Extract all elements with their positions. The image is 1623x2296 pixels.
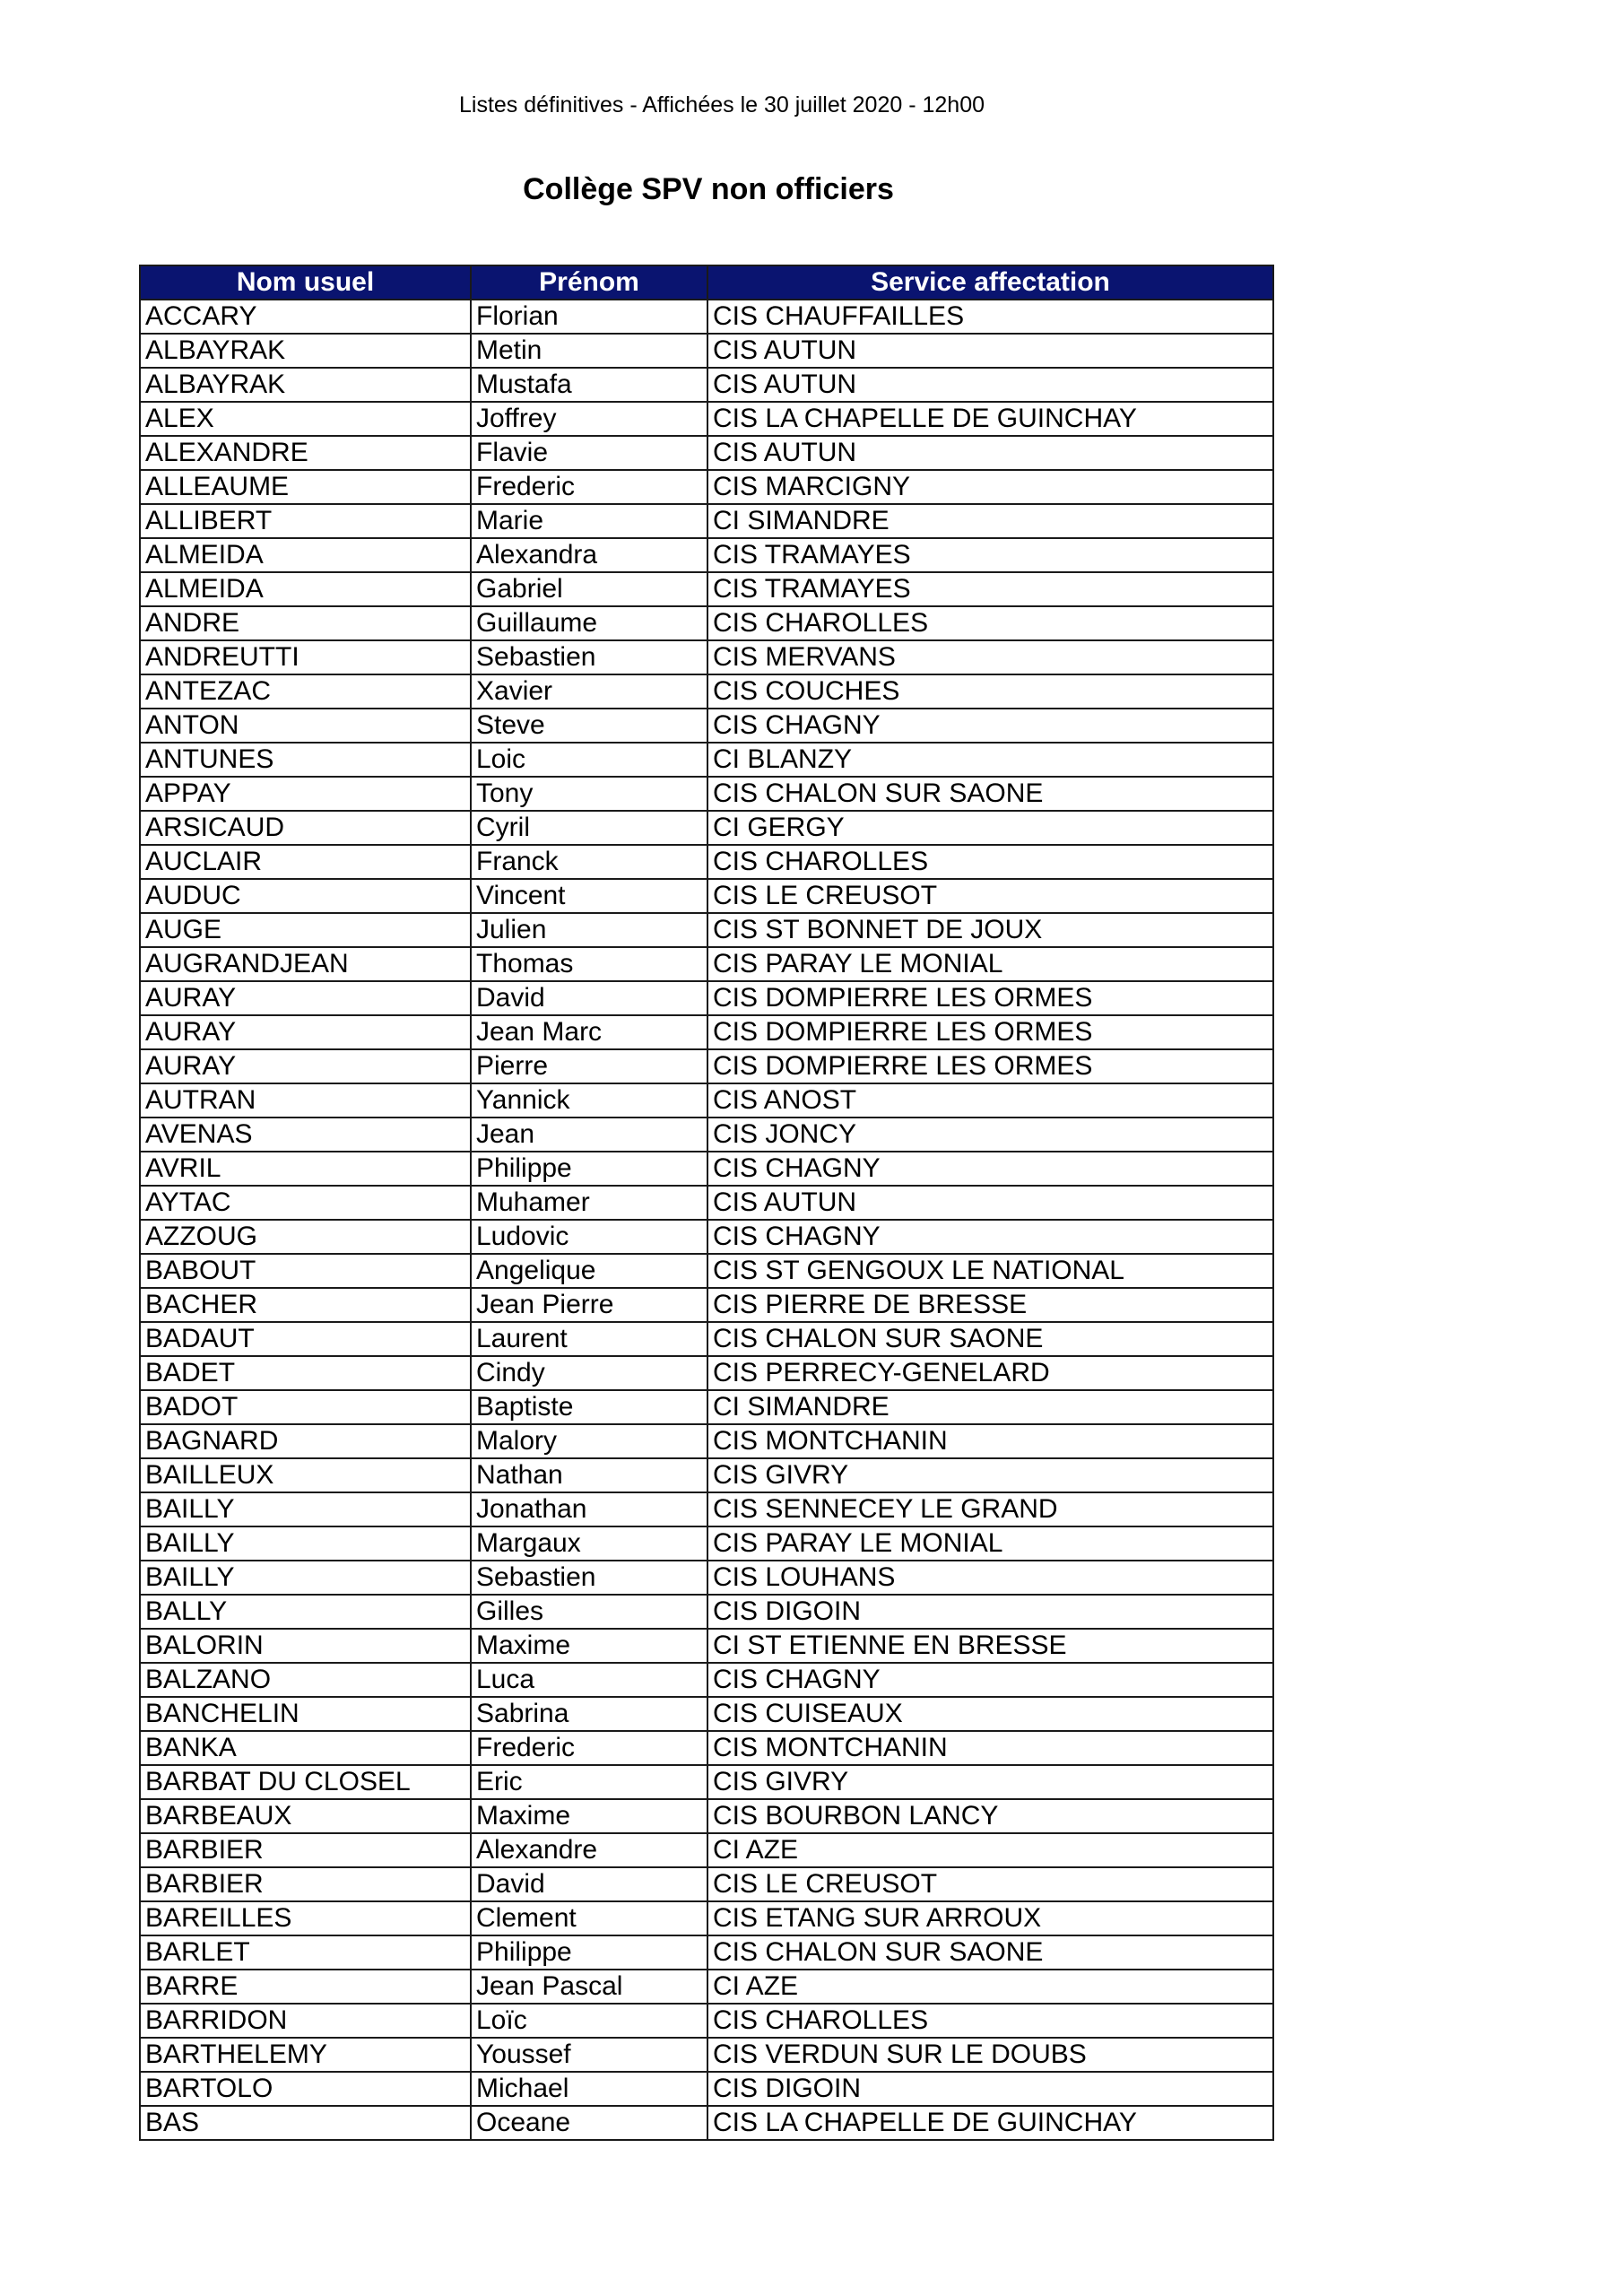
table-row [140, 1322, 1273, 1356]
cell-nom-usuel: ALBAYRAK [140, 334, 471, 368]
cell-service-affectation: CI AZE [707, 1833, 1273, 1867]
table-row [140, 2106, 1273, 2140]
table-row [140, 1935, 1273, 1970]
cell-prenom: Philippe [471, 1935, 707, 1970]
table-row [140, 1629, 1273, 1663]
table-row [140, 777, 1273, 811]
table-row [140, 845, 1273, 879]
cell-prenom: Cindy [471, 1356, 707, 1390]
cell-nom-usuel: AUCLAIR [140, 845, 471, 879]
cell-prenom: Marie [471, 504, 707, 538]
cell-nom-usuel: BAILLY [140, 1561, 471, 1595]
cell-nom-usuel: BANCHELIN [140, 1697, 471, 1731]
cell-prenom: Frederic [471, 1731, 707, 1765]
cell-nom-usuel: BARRE [140, 1970, 471, 2004]
cell-service-affectation: CIS CHAGNY [707, 1220, 1273, 1254]
cell-service-affectation: CIS GIVRY [707, 1458, 1273, 1492]
table-row [140, 674, 1273, 709]
cell-nom-usuel: BAREILLES [140, 1901, 471, 1935]
cell-service-affectation: CIS AUTUN [707, 1186, 1273, 1220]
cell-nom-usuel: ALEX [140, 402, 471, 436]
cell-prenom: Julien [471, 913, 707, 947]
table-row [140, 1288, 1273, 1322]
cell-nom-usuel: AUDUC [140, 879, 471, 913]
cell-prenom: Jean [471, 1118, 707, 1152]
cell-prenom: Malory [471, 1424, 707, 1458]
cell-service-affectation: CI ST ETIENNE EN BRESSE [707, 1629, 1273, 1663]
page-subtitle: Listes définitives - Affichées le 30 juillet 2020 - 12h00 [458, 92, 985, 117]
cell-service-affectation: CIS VERDUN SUR LE DOUBS [707, 2038, 1273, 2072]
cell-service-affectation: CIS CHAGNY [707, 709, 1273, 743]
cell-prenom: Vincent [471, 879, 707, 913]
cell-prenom: Loïc [471, 2004, 707, 2038]
table-row [140, 1970, 1273, 2004]
cell-service-affectation: CIS LOUHANS [707, 1561, 1273, 1595]
table-row [140, 1390, 1273, 1424]
table-row [140, 1083, 1273, 1118]
cell-service-affectation: CIS MERVANS [707, 640, 1273, 674]
table-row [140, 2004, 1273, 2038]
cell-service-affectation: CIS MONTCHANIN [707, 1424, 1273, 1458]
cell-prenom: Thomas [471, 947, 707, 981]
cell-service-affectation: CIS AUTUN [707, 334, 1273, 368]
cell-service-affectation: CIS DOMPIERRE LES ORMES [707, 981, 1273, 1015]
cell-prenom: Oceane [471, 2106, 707, 2140]
cell-nom-usuel: AVRIL [140, 1152, 471, 1186]
cell-service-affectation: CIS JONCY [707, 1118, 1273, 1152]
cell-prenom: Ludovic [471, 1220, 707, 1254]
cell-prenom: Frederic [471, 470, 707, 504]
table-row [140, 709, 1273, 743]
cell-service-affectation: CIS MARCIGNY [707, 470, 1273, 504]
cell-prenom: Michael [471, 2072, 707, 2106]
cell-prenom: Guillaume [471, 606, 707, 640]
table-row [140, 1697, 1273, 1731]
cell-prenom: Margaux [471, 1526, 707, 1561]
cell-service-affectation: CIS DOMPIERRE LES ORMES [707, 1049, 1273, 1083]
cell-prenom: Clement [471, 1901, 707, 1935]
column-header-nom-usuel: Nom usuel [140, 265, 471, 300]
cell-nom-usuel: ARSICAUD [140, 811, 471, 845]
cell-service-affectation: CIS CHALON SUR SAONE [707, 777, 1273, 811]
table-row [140, 402, 1273, 436]
column-header-prenom: Prénom [471, 265, 707, 300]
cell-service-affectation: CIS SENNECEY LE GRAND [707, 1492, 1273, 1526]
cell-nom-usuel: BADAUT [140, 1322, 471, 1356]
cell-nom-usuel: ALMEIDA [140, 538, 471, 572]
cell-prenom: David [471, 981, 707, 1015]
table-row [140, 538, 1273, 572]
cell-nom-usuel: AUTRAN [140, 1083, 471, 1118]
cell-nom-usuel: BARTHELEMY [140, 2038, 471, 2072]
table-row [140, 1015, 1273, 1049]
cell-prenom: Sebastien [471, 1561, 707, 1595]
cell-prenom: Cyril [471, 811, 707, 845]
cell-service-affectation: CIS DOMPIERRE LES ORMES [707, 1015, 1273, 1049]
table-row [140, 981, 1273, 1015]
table-row [140, 811, 1273, 845]
cell-prenom: Jean Pascal [471, 1970, 707, 2004]
cell-prenom: Maxime [471, 1629, 707, 1663]
cell-nom-usuel: BARLET [140, 1935, 471, 1970]
cell-nom-usuel: AUGE [140, 913, 471, 947]
cell-service-affectation: CI SIMANDRE [707, 504, 1273, 538]
table-row [140, 1152, 1273, 1186]
cell-nom-usuel: BARBIER [140, 1867, 471, 1901]
cell-nom-usuel: BALORIN [140, 1629, 471, 1663]
cell-service-affectation: CIS PIERRE DE BRESSE [707, 1288, 1273, 1322]
cell-nom-usuel: ALBAYRAK [140, 368, 471, 402]
column-header-service-affectation: Service affectation [707, 265, 1273, 300]
cell-service-affectation: CIS PERRECY-GENELARD [707, 1356, 1273, 1390]
table-row [140, 640, 1273, 674]
cell-service-affectation: CIS PARAY LE MONIAL [707, 1526, 1273, 1561]
cell-service-affectation: CIS ETANG SUR ARROUX [707, 1901, 1273, 1935]
cell-service-affectation: CIS CUISEAUX [707, 1697, 1273, 1731]
cell-prenom: Sabrina [471, 1697, 707, 1731]
cell-nom-usuel: ANDRE [140, 606, 471, 640]
cell-prenom: Youssef [471, 2038, 707, 2072]
cell-prenom: Gilles [471, 1595, 707, 1629]
cell-nom-usuel: BALLY [140, 1595, 471, 1629]
table-row [140, 1492, 1273, 1526]
cell-prenom: Eric [471, 1765, 707, 1799]
cell-prenom: Florian [471, 300, 707, 334]
roster-table [139, 265, 1274, 2141]
cell-nom-usuel: BAILLY [140, 1526, 471, 1561]
cell-nom-usuel: BALZANO [140, 1663, 471, 1697]
cell-nom-usuel: BAILLEUX [140, 1458, 471, 1492]
cell-service-affectation: CIS ST BONNET DE JOUX [707, 913, 1273, 947]
cell-nom-usuel: BARBIER [140, 1833, 471, 1867]
cell-prenom: Pierre [471, 1049, 707, 1083]
cell-nom-usuel: BARTOLO [140, 2072, 471, 2106]
cell-prenom: Jean Marc [471, 1015, 707, 1049]
table-row [140, 947, 1273, 981]
cell-nom-usuel: BADET [140, 1356, 471, 1390]
cell-prenom: Mustafa [471, 368, 707, 402]
cell-service-affectation: CIS CHAROLLES [707, 2004, 1273, 2038]
table-row [140, 572, 1273, 606]
cell-nom-usuel: AURAY [140, 1049, 471, 1083]
cell-service-affectation: CIS PARAY LE MONIAL [707, 947, 1273, 981]
cell-prenom: David [471, 1867, 707, 1901]
cell-nom-usuel: ALLIBERT [140, 504, 471, 538]
cell-service-affectation: CIS MONTCHANIN [707, 1731, 1273, 1765]
cell-nom-usuel: BADOT [140, 1390, 471, 1424]
cell-service-affectation: CIS CHALON SUR SAONE [707, 1935, 1273, 1970]
table-row [140, 1663, 1273, 1697]
cell-service-affectation: CIS DIGOIN [707, 1595, 1273, 1629]
cell-service-affectation: CIS CHAROLLES [707, 845, 1273, 879]
cell-nom-usuel: BARBEAUX [140, 1799, 471, 1833]
table-row [140, 1799, 1273, 1833]
cell-nom-usuel: BARBAT DU CLOSEL [140, 1765, 471, 1799]
cell-nom-usuel: ACCARY [140, 300, 471, 334]
cell-service-affectation: CI GERGY [707, 811, 1273, 845]
cell-nom-usuel: AYTAC [140, 1186, 471, 1220]
cell-nom-usuel: ANTUNES [140, 743, 471, 777]
cell-nom-usuel: ANTEZAC [140, 674, 471, 709]
table-row [140, 1731, 1273, 1765]
cell-service-affectation: CIS CHAGNY [707, 1152, 1273, 1186]
table-row [140, 1458, 1273, 1492]
cell-nom-usuel: BAGNARD [140, 1424, 471, 1458]
cell-prenom: Alexandra [471, 538, 707, 572]
page-title: Collège SPV non officiers [523, 172, 894, 206]
table-row [140, 1118, 1273, 1152]
cell-nom-usuel: AUGRANDJEAN [140, 947, 471, 981]
cell-nom-usuel: BAILLY [140, 1492, 471, 1526]
table-row [140, 1186, 1273, 1220]
cell-service-affectation: CI BLANZY [707, 743, 1273, 777]
table-row [140, 606, 1273, 640]
cell-service-affectation: CIS CHALON SUR SAONE [707, 1322, 1273, 1356]
cell-prenom: Philippe [471, 1152, 707, 1186]
table-row [140, 1220, 1273, 1254]
cell-prenom: Franck [471, 845, 707, 879]
cell-prenom: Metin [471, 334, 707, 368]
table-row [140, 1526, 1273, 1561]
cell-service-affectation: CIS AUTUN [707, 436, 1273, 470]
cell-prenom: Jean Pierre [471, 1288, 707, 1322]
table-row [140, 1765, 1273, 1799]
cell-service-affectation: CIS LA CHAPELLE DE GUINCHAY [707, 2106, 1273, 2140]
cell-nom-usuel: APPAY [140, 777, 471, 811]
table-row [140, 2038, 1273, 2072]
cell-prenom: Alexandre [471, 1833, 707, 1867]
cell-prenom: Loic [471, 743, 707, 777]
cell-prenom: Xavier [471, 674, 707, 709]
cell-nom-usuel: BACHER [140, 1288, 471, 1322]
cell-prenom: Maxime [471, 1799, 707, 1833]
cell-service-affectation: CIS LE CREUSOT [707, 879, 1273, 913]
cell-prenom: Jonathan [471, 1492, 707, 1526]
cell-service-affectation: CIS LE CREUSOT [707, 1867, 1273, 1901]
cell-service-affectation: CIS CHAUFFAILLES [707, 300, 1273, 334]
table-row [140, 1867, 1273, 1901]
table-row [140, 436, 1273, 470]
table-body [140, 300, 1273, 2140]
table-row [140, 1424, 1273, 1458]
cell-service-affectation: CIS AUTUN [707, 368, 1273, 402]
cell-service-affectation: CIS CHAROLLES [707, 606, 1273, 640]
cell-prenom: Baptiste [471, 1390, 707, 1424]
cell-nom-usuel: AURAY [140, 1015, 471, 1049]
cell-service-affectation: CI AZE [707, 1970, 1273, 2004]
cell-service-affectation: CIS DIGOIN [707, 2072, 1273, 2106]
table-row [140, 1595, 1273, 1629]
cell-nom-usuel: ALMEIDA [140, 572, 471, 606]
table-row [140, 1049, 1273, 1083]
cell-prenom: Angelique [471, 1254, 707, 1288]
cell-nom-usuel: AVENAS [140, 1118, 471, 1152]
cell-service-affectation: CIS GIVRY [707, 1765, 1273, 1799]
table-row [140, 1561, 1273, 1595]
cell-prenom: Steve [471, 709, 707, 743]
cell-prenom: Laurent [471, 1322, 707, 1356]
table-row [140, 1833, 1273, 1867]
table-row [140, 1356, 1273, 1390]
table-row [140, 368, 1273, 402]
cell-service-affectation: CIS ANOST [707, 1083, 1273, 1118]
cell-service-affectation: CIS ST GENGOUX LE NATIONAL [707, 1254, 1273, 1288]
cell-nom-usuel: BARRIDON [140, 2004, 471, 2038]
cell-service-affectation: CIS TRAMAYES [707, 572, 1273, 606]
table-row [140, 470, 1273, 504]
table-row [140, 334, 1273, 368]
cell-service-affectation: CIS BOURBON LANCY [707, 1799, 1273, 1833]
cell-prenom: Luca [471, 1663, 707, 1697]
cell-service-affectation: CIS COUCHES [707, 674, 1273, 709]
table-row [140, 1901, 1273, 1935]
table-row [140, 300, 1273, 334]
cell-prenom: Sebastien [471, 640, 707, 674]
cell-prenom: Joffrey [471, 402, 707, 436]
cell-nom-usuel: AURAY [140, 981, 471, 1015]
cell-nom-usuel: BANKA [140, 1731, 471, 1765]
table-row [140, 879, 1273, 913]
cell-prenom: Gabriel [471, 572, 707, 606]
table-row [140, 743, 1273, 777]
cell-service-affectation: CIS CHAGNY [707, 1663, 1273, 1697]
cell-nom-usuel: BAS [140, 2106, 471, 2140]
cell-prenom: Tony [471, 777, 707, 811]
cell-prenom: Muhamer [471, 1186, 707, 1220]
cell-prenom: Yannick [471, 1083, 707, 1118]
table-row [140, 2072, 1273, 2106]
cell-prenom: Nathan [471, 1458, 707, 1492]
cell-nom-usuel: ALLEAUME [140, 470, 471, 504]
table-header-row [140, 265, 1273, 300]
table-row [140, 913, 1273, 947]
table-row [140, 504, 1273, 538]
cell-nom-usuel: BABOUT [140, 1254, 471, 1288]
cell-nom-usuel: ANDREUTTI [140, 640, 471, 674]
cell-service-affectation: CIS LA CHAPELLE DE GUINCHAY [707, 402, 1273, 436]
cell-nom-usuel: AZZOUG [140, 1220, 471, 1254]
cell-service-affectation: CI SIMANDRE [707, 1390, 1273, 1424]
cell-nom-usuel: ALEXANDRE [140, 436, 471, 470]
table-row [140, 1254, 1273, 1288]
cell-prenom: Flavie [471, 436, 707, 470]
cell-service-affectation: CIS TRAMAYES [707, 538, 1273, 572]
cell-nom-usuel: ANTON [140, 709, 471, 743]
